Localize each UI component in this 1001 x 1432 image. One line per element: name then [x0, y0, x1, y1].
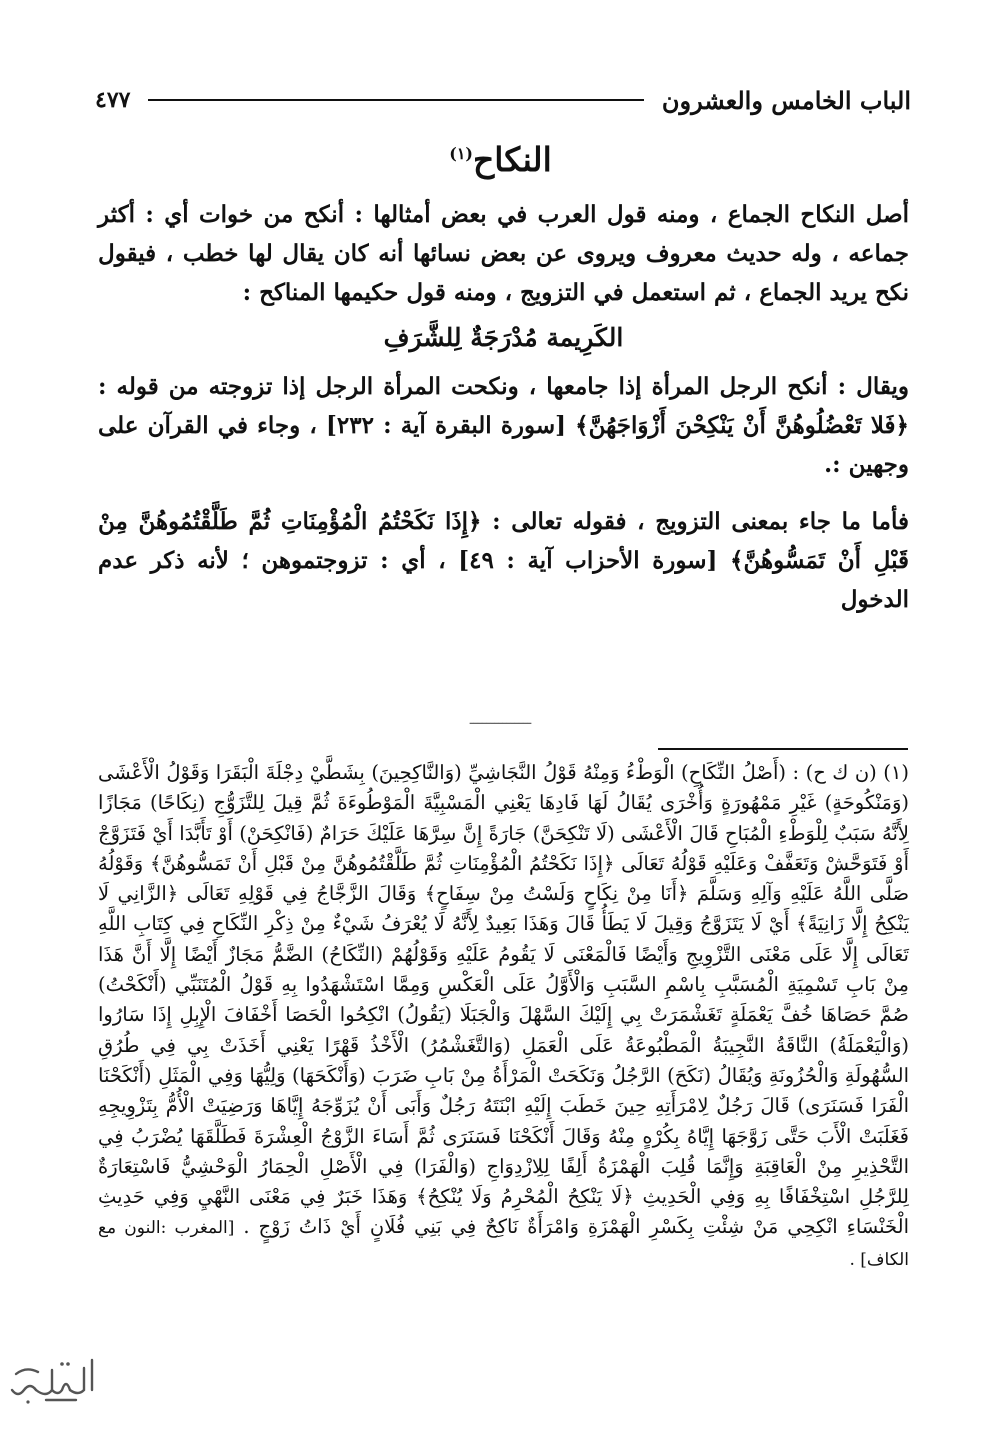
chapter-title: الباب الخامس والعشرون — [661, 85, 911, 115]
paragraph-1: أصل النكاح الجماع ، ومنه قول العرب في بعض أمثالها : أنكح من خوات أي : أكثر جماعه ، وله حديث معروف ويروى عن بعض نسائها أنه كان يقال لها خطب ، فيقول نكح يريد الجماع ، ثم استعمل في التزويج ، ومنه قول حكيمها المناكح : — [98, 201, 909, 306]
paragraph-2-text-a: ويقال : أنكح الرجل المرأة إذا جامعها ، ونكحت المرأة الرجل إذا تزوجته من قوله : — [98, 373, 909, 400]
footnote-body: (١) (ن ك ح) : (أَصْلُ النِّكَاحِ) الْوَطْءُ وَمِنْهُ قَوْلُ النَّجَاشِيِّ (وَالنَّاكِحِينَ) بِشَطَّيْ دِجْلَةَ الْبَقَرَا وَقَوْلُ الْأَعْشَى (وَمَنْكُوحَةٍ) غَيْرِ مَمْهُورَةٍ وَأُخْرَى يُقَالُ لَهَا فَادِهَا يَعْنِي الْمَسْبِيَّةَ الْمَوْطُوءَةَ ثُمَّ قِيلَ لِلتَّزَوُّجِ (نِكَاحًا) مَجَازًا لِأَنَّهُ سَبَبٌ لِلْوَطْءِ الْمُبَاحِ قَالَ الْأَعْشَى (لَا تَنْكِحَنَّ) جَارَةً إِنَّ سِرَّهَا عَلَيْكَ حَرَامٌ (فَانْكِحَنْ) أَوْ تَأَبَّدَا أَيْ فَتَزَوَّجْ أَوْ فَتَوَحَّشْ وَتَعَفَّفْ وَعَلَيْهِ قَوْلُهُ تَعَالَى ﴿إِذَا نَكَحْتُمُ الْمُؤْمِنَاتِ ثُمَّ طَلَّقْتُمُوهُنَّ مِنْ قَبْلِ أَنْ تَمَسُّوهُنَّ﴾ وَقَوْلُهُ صَلَّى اللَّهُ عَلَيْهِ وَآلِهِ وَسَلَّمَ ﴿أَنَا مِنْ نِكَاحٍ وَلَسْتُ مِنْ سِفَاحٍ﴾ وَقَالَ الزَّجَّاجُ فِي قَوْلِهِ تَعَالَى ﴿الزَّانِي لَا يَنْكِحُ إِلَّا زَانِيَةً﴾ أَيْ لَا يَتَزَوَّجُ وَقِيلَ لَا يَطَأُ قَالَ وَهَذَا بَعِيدٌ لِأَنَّهُ لَا يُعْرَفُ شَيْءٌ مِنْ ذِكْرِ النِّكَاحِ فِي كِتَابِ اللَّهِ تَعَالَى إِلَّا عَلَى مَعْنَى التَّزْوِيجِ وَأَيْضًا فَالْمَعْنَى لَا يَقُومُ عَلَيْهِ وَقَوْلُهُمْ (النِّكَاحُ) الضَّمُّ مَجَازٌ أَيْضًا إِلَّا أَنَّ هَذَا مِنْ بَابِ تَسْمِيَةِ الْمُسَبَّبِ بِاسْمِ السَّبَبِ وَالْأَوَّلُ عَلَى الْعَكْسِ وَمِمَّا اسْتَشْهَدُوا بِهِ قَوْلُ الْمُتَنَبِّي (أَنْكَحْتُ) صُمَّ حَصَاهَا خُفَّ يَعْمَلَةٍ تَغَشْمَرَتْ بِي إِلَيْكَ السَّهْلَ وَالْجَبَلَا (يَقُولُ) انْكِحُوا الْحَصَا أَخْفَافَ الْإِبِلِ إِذَا سَارُوا (وَالْيَعْمَلَةُ) النَّاقَةُ النَّجِيبَةُ الْمَطْبُوعَةُ عَلَى الْعَمَلِ (وَالتَّغَشْمُرُ) الْأَخْذُ قَهْرًا يَعْنِي أَخَذَتْ بِي فِي طُرُقِ السُّهُولَةِ وَالْحُزُونَةِ وَيُقَالُ (نَكَحَ) الرَّجُلُ وَنَكَحَتْ الْمَرْأَةُ مِنْ بَابِ ضَرَبَ (وَأَنْكَحَهَا) وَلِيُّهَا وَفِي الْمَثَلِ (أَنْكَحْنَا الْفَرَا فَسَنَرَى) قَالَ رَجُلٌ لِامْرَأَتِهِ حِينَ خَطَبَ إِلَيْهِ ابْنَتَهُ رَجُلٌ وَأَبَى أَنْ يُزَوِّجَهُ إِيَّاهَا وَرَضِيَتْ الْأُمُّ بِتَزْوِيجِهِ فَغَلَبَتْ الْأَبَ حَتَّى زَوَّجَهَا إِيَّاهُ بِكُرْهٍ مِنْهُ وَقَالَ أَنْكَحْنَا فَسَنَرَى ثُمَّ أَسَاءَ الزَّوْجُ الْعِشْرَةَ فَطَلَّقَهَا يُضْرَبُ فِي التَّحْذِيرِ مِنْ الْعَاقِبَةِ وَإِنَّمَا قُلِبَ الْهَمْزَةُ أَلِفًا لِلِازْدِوَاجِ (وَالْفَرَا) فِي الْأَصْلِ الْحِمَارُ الْوَحْشِيُّ فَاسْتِعَارَةٌ لِلرَّجُلِ اسْتِخْفَافًا بِهِ وَفِي الْحَدِيثِ ﴿لَا يَنْكِحُ الْمُحْرِمُ وَلَا يُنْكِحُ﴾ وَهَذَا خَبَرٌ فِي مَعْنَى النَّهْيِ وَفِي حَدِيثِ الْخَنْسَاءِ انْكِحِي مَنْ شِئْتِ بِكَسْرِ الْهَمْزَةِ وَامْرَأَةٌ نَاكِحٌ فِي بَنِي فُلَانٍ أَيْ ذَاتُ زَوْجٍ . — [98, 761, 909, 1239]
paragraph-3-text-b: [سورة الأحزاب آية : ٤٩] ، أي : تزوجتموهن ؛ لأنه ذكر عدم الدخول — [98, 547, 909, 613]
paragraph-2-text-b: [سورة البقرة آية : ٢٣٢] ، وجاء في القرآن على وجهين :. — [98, 412, 909, 478]
footnote — [98, 758, 909, 1275]
paragraph-3-text-a: فأما ما جاء بمعنى التزويج ، فقوله تعالى : — [492, 508, 909, 535]
ornament-divider: ـــــــــــــــ — [469, 712, 532, 728]
quran-verse-baqara: ﴿فَلا تَعْضُلُوهُنَّ أَنْ يَنْكِحْنَ أَزْوَاجَهُنَّ﴾ — [575, 412, 909, 439]
footnote-text — [98, 758, 909, 1275]
footnote-source: [المغرب :النون مع الكاف] . — [98, 1218, 909, 1270]
header-rule — [148, 99, 643, 101]
main-text — [98, 195, 909, 619]
publisher-logo-icon — [6, 1348, 98, 1408]
paragraph-3 — [98, 502, 909, 619]
paragraph-2 — [98, 367, 909, 484]
quran-verse-ahzab: ﴿إِذَا نَكَحْتُمُ الْمُؤْمِنَاتِ ثُمَّ طَلَّقْتُمُوهُنَّ مِنْ قَبْلِ أَنْ تَمَسُّوهُنَّ﴾ — [98, 508, 910, 574]
proverb-line: الكَرِيمة مُدْرَجَةٌ لِلشَّرَفِ — [383, 323, 624, 352]
section-title — [0, 140, 1001, 179]
footnote-marker: (١) — [449, 144, 473, 163]
footnote-rule — [658, 748, 908, 750]
page-number: ٤٧٧ — [95, 87, 131, 113]
section-title-text: النكاح — [472, 140, 552, 179]
page-header — [95, 80, 911, 120]
